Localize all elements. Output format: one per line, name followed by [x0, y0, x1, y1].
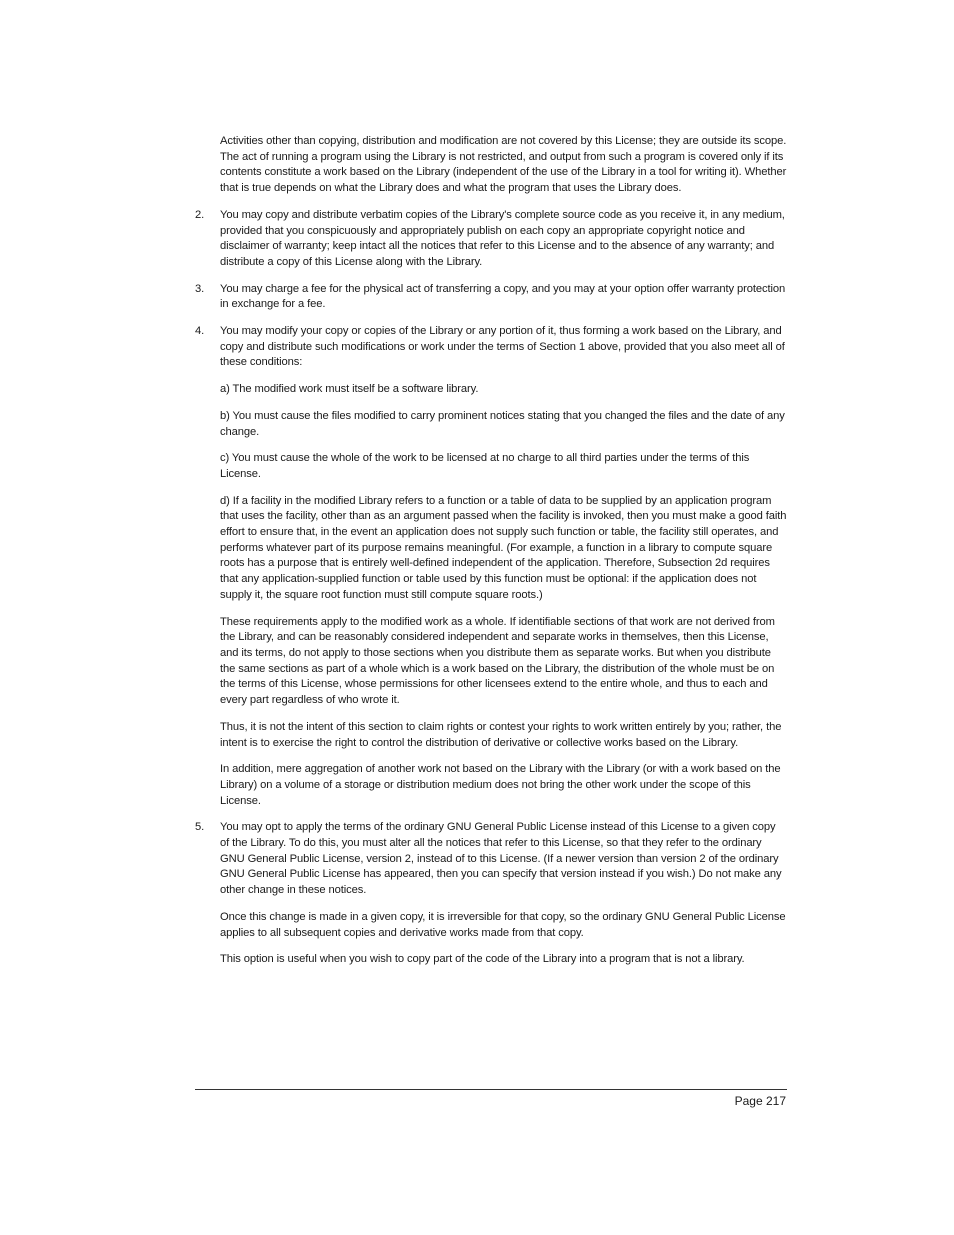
- section-text: You may charge a fee for the physical act of transferring a copy, and you may at your option offer warranty protection in exchange for a fee.: [220, 282, 786, 311]
- condition-b: b) You must cause the files modified to carry prominent notices stating that you changed the files and the date of any change.: [220, 409, 785, 438]
- section-3: [195, 282, 787, 313]
- section-5-paragraph: Once this change is made in a given copy, it is irreversible for that copy, so the ordinary GNU General Public License applies to all subsequent copies and derivative works made from that copy.: [220, 910, 786, 939]
- page-number: Page 217: [734, 1094, 786, 1108]
- section-4-paragraph: In addition, mere aggregation of another work not based on the Library with the Library (or with a work based on the Library) on a volume of a storage or distribution medium does not bring the other work under the scope of this License.: [220, 763, 781, 807]
- section-number: 3.: [195, 282, 205, 295]
- condition-d: d) If a facility in the modified Library refers to a function or a table of data to be supplied by an application program that uses the facility, other than as an argument passed when the facility is invoked, then you must make a good faith effort to ensure that, in the event an application does not supply such function or table, the facility still operates, and performs whatever part of its purpose remains meaningful. (For example, a function in a library to compute square roots has a purpose that is entirely well-defined independent of the application. Therefore, Subsection 2d requires that any application-supplied function or table used by this function must be optional: if the application does not supply it, the square root function must still compute square roots.): [220, 494, 787, 601]
- section-number: 5.: [195, 821, 205, 834]
- section-text: You may modify your copy or copies of the Library or any portion of it, thus forming a work based on the Library, and copy and distribute such modifications or work under the terms of Section 1 above, provided that you also meet all of these conditions:: [220, 325, 785, 369]
- license-text-body: [195, 134, 787, 979]
- section-number: 2.: [195, 208, 205, 221]
- footer-divider: [195, 1089, 787, 1090]
- section-4-paragraph: These requirements apply to the modified work as a whole. If identifiable sections of that work are not derived from the Library, and can be reasonably considered independent and separate works in themselves, then this License, and its terms, do not apply to those sections when you distribute them as separate works. But when you distribute the same sections as part of a whole which is a work based on the Library, the distribution of the whole must be on the terms of this License, whose permissions for other licensees extend to the entire whole, and thus to each and every part regardless of who wrote it.: [220, 615, 775, 707]
- section-4-paragraph: Thus, it is not the intent of this section to claim rights or contest your rights to work written entirely by you; rather, the intent is to exercise the right to control the distribution of derivative or collective works based on the Library.: [220, 720, 782, 749]
- section-2: [195, 208, 787, 271]
- section-5-paragraph: This option is useful when you wish to copy part of the code of the Library into a program that is not a library.: [220, 953, 745, 966]
- section-text: You may opt to apply the terms of the ordinary GNU General Public License instead of this License to a given copy of the Library. To do this, you must alter all the notices that refer to this License, so that they refer to the ordinary GNU General Public License, version 2, instead of to this License. (If a newer version than version 2 of the ordinary GNU General Public License has appeared, then you can specify that version instead if you wish.) Do not make any other change in these notices.: [220, 821, 782, 897]
- condition-a: a) The modified work must itself be a software library.: [220, 383, 479, 396]
- section-4: [195, 324, 787, 371]
- section-5: [195, 820, 787, 899]
- section-text: You may copy and distribute verbatim copies of the Library's complete source code as you receive it, in any medium, provided that you conspicuously and appropriately publish on each copy an appropriate copyright notice and disclaimer of warranty; keep intact all the notices that refer to this License and to the absence of any warranty; and distribute a copy of this License along with the Library.: [220, 208, 785, 268]
- section-number: 4.: [195, 325, 205, 338]
- intro-paragraph: Activities other than copying, distribution and modification are not covered by this License; they are outside its scope. The act of running a program using the Library is not restricted, and output from such a program is covered only if its contents constitute a work based on the Library (independent of the use of the Library in a tool for writing it). Whether that is true depends on what the Library does and what the program that uses the Library does.: [220, 135, 787, 195]
- condition-c: c) You must cause the whole of the work to be licensed at no charge to all third parties under the terms of this License.: [220, 452, 750, 480]
